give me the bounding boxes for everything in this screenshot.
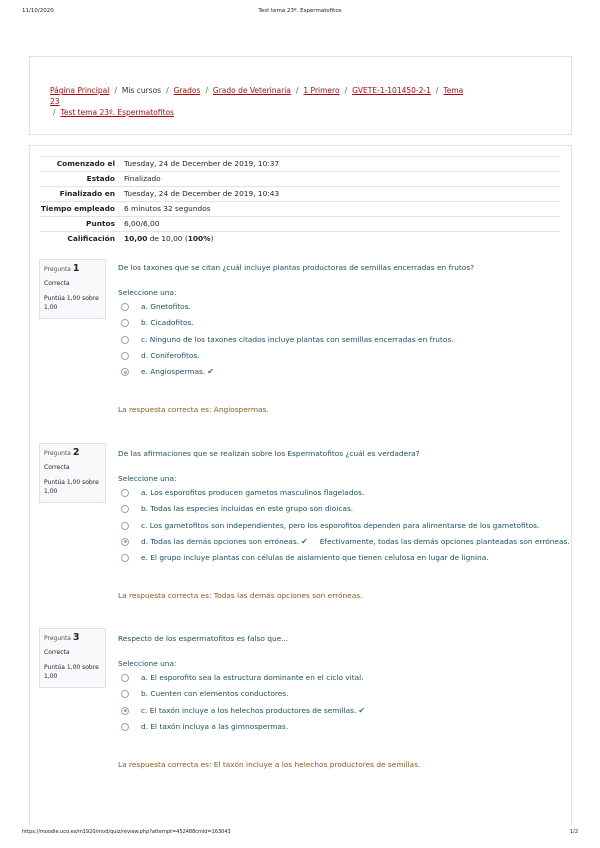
radio-button[interactable] [121,303,129,311]
summary-row-time [40,202,560,217]
summary-label: Puntos [86,219,115,228]
radio-button-checked[interactable] [121,368,129,376]
question-grade: Puntúa 1,00 sobre 1,00 [44,295,99,311]
breadcrumb-separator: / [435,86,439,95]
summary-label: Tiempo empleado [40,204,115,213]
radio-button[interactable] [121,336,129,344]
breadcrumb-tema[interactable]: Tema 23 [50,86,464,106]
question-prompt: Seleccione una: [118,474,177,483]
answer-option[interactable] [118,334,558,350]
breadcrumb-grados[interactable]: Grados [173,86,201,95]
summary-label: Estado [86,174,115,183]
summary-value: 6 minutos 32 segundos [124,204,211,213]
radio-button[interactable] [121,489,129,497]
answer-label: a. Los esporofitos producen gametos masculinos flagelados. [141,488,365,497]
question-info [39,628,106,688]
breadcrumb-course[interactable]: GVETE-1-101450-2-1 [352,86,431,95]
summary-label: Calificación [67,234,115,243]
answer-option[interactable] [118,487,558,503]
answer-feedback: Efectivamente, todas las demás opciones planteadas son erróneas. [319,536,570,546]
question-number [44,632,101,643]
print-footer [22,829,578,839]
radio-button[interactable] [121,319,129,327]
breadcrumb-separator: / [114,86,117,95]
answer-label: d. Coniferofitos. [141,350,200,360]
right-answer: La respuesta correcta es: El taxón incluye a los helechos productores de semillas. [118,760,421,769]
answer-option[interactable] [118,672,558,688]
answer-label: a. Gnetofitos. [141,302,191,311]
answer-label: c. Los gametofitos son independientes, pero los esporofitos dependen para alimentarse de los gametofitos. [141,520,540,530]
answer-option-selected[interactable] [118,705,558,721]
breadcrumb-primero[interactable]: 1 Primero [303,86,340,95]
question-grade: Puntúa 1,00 sobre 1,00 [44,664,99,680]
grade-percent: 100% [187,234,211,243]
answer-label: b. Todas las especies incluidas en este grupo son dioicas. [141,504,354,514]
question-body [118,634,558,769]
radio-button[interactable] [121,690,129,698]
answer-option[interactable] [118,350,558,366]
answer-label: d. Todas las demás opciones son erróneas. [141,536,300,546]
question-prompt: Seleccione una: [118,659,177,668]
grade-close: ) [210,234,214,243]
radio-button[interactable] [121,554,129,562]
answer-option[interactable] [118,520,558,536]
breadcrumb-separator: / [295,86,299,95]
answer-label: a. El esporofito sea la estructura dominante en el ciclo vital. [141,673,364,682]
breadcrumb-quiz[interactable]: Test tema 23º. Espermatofitos [60,108,174,117]
summary-row-state [40,172,560,187]
summary-value [118,232,560,247]
answer-list [118,487,570,568]
question-body [118,449,570,600]
radio-button[interactable] [121,522,129,530]
answer-option-selected[interactable] [118,536,570,552]
question-text: De los taxones que se citan ¿cuál incluye plantas productoras de semillas encerradas en frutos? [118,263,475,272]
summary-value: Tuesday, 24 de December de 2019, 10:37 [124,159,280,168]
question-state: Correcta [44,280,70,287]
question-number-label: Pregunta [44,635,71,642]
radio-button[interactable] [121,352,129,360]
grade-out-of: de 10,00 ( [147,234,188,243]
question-body [118,263,558,414]
answer-label-wrap [141,366,214,378]
breadcrumb-grado-veterinaria[interactable]: Grado de Veterinaria [212,86,291,95]
answer-option[interactable] [118,317,558,333]
right-answer: La respuesta correcta es: Todas las demás opciones son erróneas. [118,591,363,600]
print-title: Test tema 23º. Espermatofitos [258,8,342,14]
answer-list [118,301,558,382]
breadcrumb-home[interactable]: Página Principal [50,86,110,95]
answer-option[interactable] [118,301,558,317]
summary-value: 6,00/6,00 [124,219,160,228]
print-date: 11/10/2020 [22,8,54,14]
summary-row-grade [40,232,560,247]
answer-label: c. Ninguno de los taxones citados incluye plantas con semillas encerradas en frutos. [141,334,454,344]
question-info [39,443,106,503]
right-answer: La respuesta correcta es: Angiospermas. [118,405,269,414]
question-info [39,259,106,319]
answer-label: e. El grupo incluye plantas con células de aislamiento que tienen celulosa en lugar de lignina. [141,553,489,563]
breadcrumb [50,85,470,118]
check-icon: ✔ [207,367,214,377]
breadcrumb-separator: / [53,108,56,117]
answer-label: c. El taxón incluye a los helechos productores de semillas. [141,705,357,715]
question-number-label: Pregunta [44,266,71,273]
question-grade: Puntúa 1,00 sobre 1,00 [44,479,99,495]
summary-row-finished [40,187,560,202]
question-number-value: 1 [72,263,80,274]
radio-button[interactable] [121,674,129,682]
breadcrumb-my-courses: Mis cursos [121,86,162,95]
question-number-value: 2 [72,447,80,458]
print-header [22,8,578,18]
question-prompt: Seleccione una: [118,288,177,297]
answer-label-wrap [141,536,570,548]
attempt-summary-table [40,156,560,246]
radio-button[interactable] [121,505,129,513]
answer-option[interactable] [118,688,558,704]
answer-list [118,672,558,737]
question-number [44,263,101,274]
answer-label: b. Cicadofitos. [141,318,194,328]
answer-label: d. El taxón incluya a las gimnospermas. [141,721,289,731]
check-icon: ✔ [301,536,308,546]
question-number [44,447,101,458]
summary-row-started [40,157,560,172]
summary-value: Tuesday, 24 de December de 2019, 10:43 [124,189,280,198]
question-number-label: Pregunta [44,450,71,457]
summary-label: Comenzado el [56,159,115,168]
summary-value: Finalizado [124,174,161,183]
page-number: 1/2 [569,829,578,835]
radio-button[interactable] [121,723,129,731]
answer-label: e. Angiospermas. [141,367,206,377]
question-text: De las afirmaciones que se realizan sobre los Espermatofitos ¿cuál es verdadera? [118,449,420,458]
breadcrumb-separator: / [166,86,169,95]
summary-row-marks [40,217,560,232]
answer-option[interactable] [118,721,558,737]
grade-value: 10,00 [124,234,148,243]
check-icon: ✔ [358,705,366,715]
answer-option[interactable] [118,552,558,568]
radio-button-checked[interactable] [121,538,129,546]
question-text: Respecto de los espermatofitos es falso que... [118,634,289,643]
answer-label-wrap [141,705,365,717]
question-state: Correcta [44,464,70,471]
answer-label: b. Cuenten con elementos conductores. [141,689,289,699]
question-number-value: 3 [72,632,80,643]
breadcrumb-separator: / [205,86,208,95]
answer-option[interactable] [118,503,558,519]
radio-button-checked[interactable] [121,707,129,715]
summary-label: Finalizado en [59,189,115,198]
question-state: Correcta [44,649,70,656]
answer-option-selected[interactable] [118,366,558,382]
print-url: https://moodle.uco.es/m1920/mod/quiz/review.php?attempt=452488cmid=163043 [22,829,231,835]
breadcrumb-separator: / [344,86,348,95]
breadcrumb-card [29,56,572,135]
